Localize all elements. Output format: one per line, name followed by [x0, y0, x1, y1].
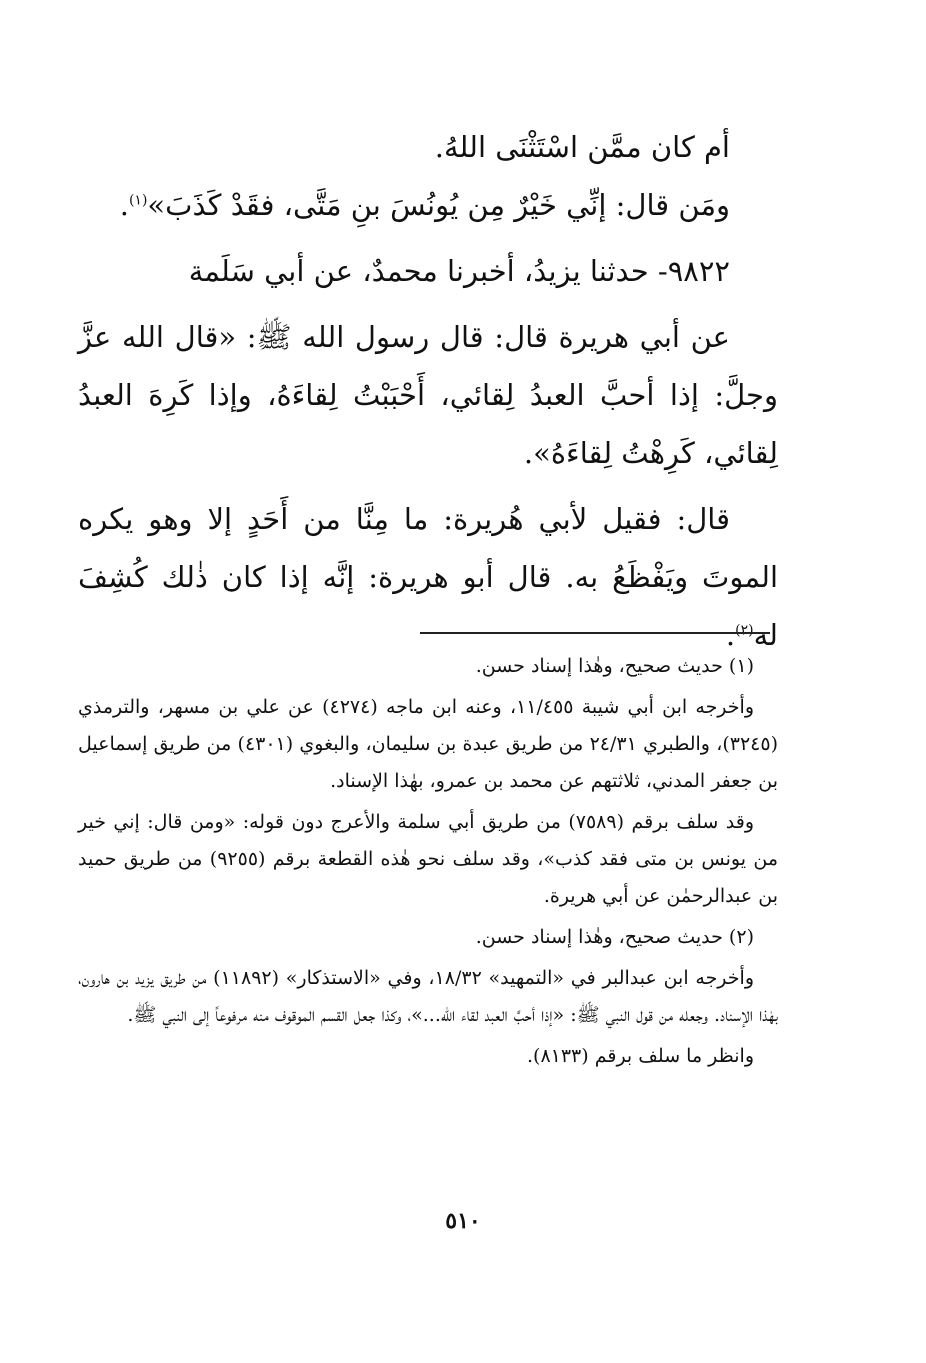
hadith-body	[78, 308, 778, 482]
footnote-marker-2: (٢)	[735, 622, 754, 639]
main-line-2-end: .	[119, 188, 129, 222]
footnote-divider	[420, 632, 770, 634]
main-text	[78, 118, 778, 664]
hadith-intro-text: ٩٨٢٢- حدثنا يزيدُ، أخبرنا محمدٌ، عن أبي سَلَمة	[188, 254, 730, 288]
closing-paragraph	[78, 490, 778, 664]
closing-end: .	[725, 618, 736, 652]
footnote-2-heading: (٢) حديث صحيح، وهٰذا إسناد حسن.	[475, 926, 754, 948]
main-line-1	[78, 118, 778, 176]
footnote-1-paragraph-2: وقد سلف برقم (٧٥٨٩) من طريق أبي سلمة والأعرج دون قوله: «ومن قال: إني خير من يونس بن متى فقد كذب»، وقد سلف نحو هٰذه القطعة برقم (٩٢٥٥) من طريق حميد بن عبدالرحمٰن عن أبي هريرة.	[78, 811, 778, 907]
footnote-2-paragraph-1: وأخرجه ابن عبدالبر في «التمهيد» ١٨/٣٢، وفي «الاستذكار» (١١٨٩٢) من طريق يزيد بن هارون، بهٰذا الإسناد. وجعله من قول النبي ﷺ: «إذا أحبَّ العبد لقاء الله...»، وكذا جعل القسم الموقوف منه مرفوعاً إلى النبي ﷺ.	[78, 967, 778, 1026]
closing-text: قال: فقيل لأبي هُريرة: ما مِنَّا من أَحَدٍ إلا وهو يكره الموتَ ويَفْظَعُ به. قال أبو هريرة: إنَّه إذا كان ذٰلك كُشِفَ له	[78, 502, 778, 652]
footnote-2-paragraph-2: وانظر ما سلف برقم (٨١٣٣).	[526, 1045, 754, 1067]
footnote-1-heading: (١) حديث صحيح، وهٰذا إسناد حسن.	[475, 655, 754, 677]
main-line-1-text: أم كان ممَّن اسْتَثْنَى اللهُ.	[434, 130, 730, 164]
main-line-2	[78, 176, 778, 234]
main-line-2-text: ومَن قال: إنِّي خَيْرٌ مِن يُونُسَ بنِ مَتَّى، فقَدْ كَذَبَ»	[147, 188, 730, 222]
hadith-intro	[78, 242, 778, 300]
page-number: ٥١٠	[445, 1208, 481, 1234]
hadith-body-text: عن أبي هريرة قال: قال رسول الله ﷺ: «قال الله عزَّ وجلَّ: إذا أحبَّ العبدُ لِقائي، أَحْبَبْتُ لِقاءَهُ، وإذا كَرِهَ العبدُ لِقائي، كَرِهْتُ لِقاءَهُ».	[78, 320, 778, 470]
footnote-1-paragraph-1: وأخرجه ابن أبي شيبة ١١/٤٥٥، وعنه ابن ماجه (٤٢٧٤) عن علي بن مسهر، والترمذي (٣٢٤٥)، والطبري ٢٤/٣١ من طريق عبدة بن سليمان، والبغوي (٤٣٠١) من طريق إسماعيل بن جعفر المدني، ثلاثتهم عن محمد بن عمرو، بهٰذا الإسناد.	[78, 696, 779, 792]
footnotes	[78, 648, 778, 1079]
footnote-marker-1: (١)	[128, 192, 148, 209]
